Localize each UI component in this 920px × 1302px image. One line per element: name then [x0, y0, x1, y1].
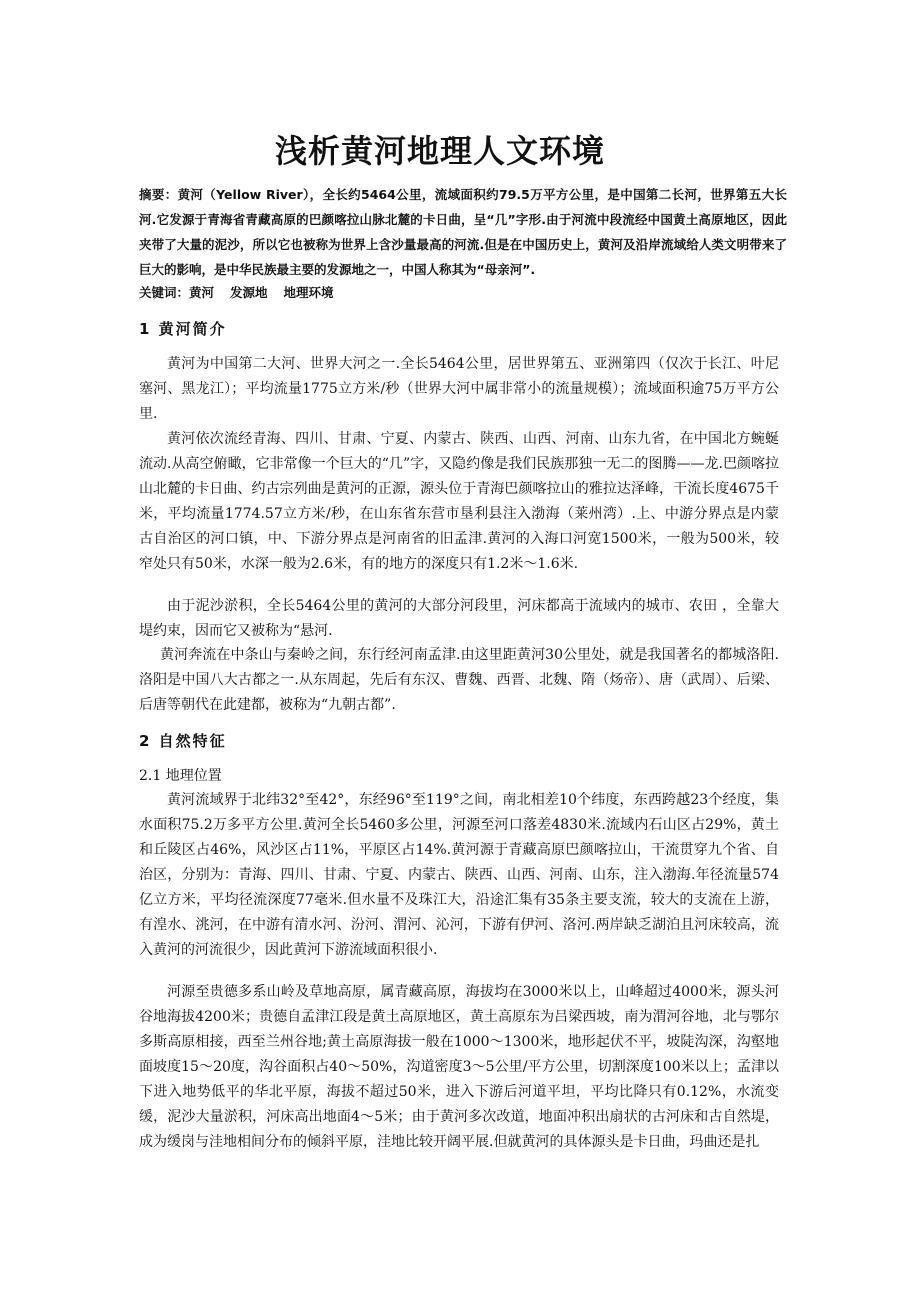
keywords: [139, 282, 787, 304]
keyword: 地理环境: [283, 285, 334, 300]
section-heading-1: 1 黄河简介: [139, 320, 227, 338]
paragraph: 黄河奔流在中条山与秦岭之间，东行经河南孟津.由这里距黄河30公里处，就是我国著名的都城洛阳.洛阳是中国八大古都之一.从东周起，先后有东汉、曹魏、西晋、北魏、隋（炀帝）、唐（武周）、后梁、后唐等朝代在此建都，被称为“九朝古都”.: [139, 647, 779, 713]
abstract-label: 摘要：: [139, 187, 178, 202]
section-heading-2: 2 自然特征: [139, 732, 227, 750]
keywords-label: 关键词：: [139, 285, 190, 300]
page-title: 浅析黄河地理人文环境: [274, 132, 605, 170]
paragraph: 黄河为中国第二大河、世界大河之一.全长5464公里，居世界第五、亚洲第四（仅次于长江、叶尼塞河、黑龙江）；平均流量1775立方米/秒（世界大河中属非常小的流量规模）；流域面积逾75万平方公里.: [139, 356, 779, 422]
paragraph: 由于泥沙淤积，全长5464公里的黄河的大部分河段里，河床都高于流域内的城市、农田 ，全靠大堤约束，因而它又被称为“悬河.: [139, 598, 779, 639]
abstract: [139, 182, 787, 282]
keyword: 黄河: [189, 285, 215, 300]
paragraph: 河源至贵德多系山岭及草地高原，属青藏高原，海拔均在3000米以上，山峰超过4000米，源头河谷地海拔4200米；贵德自孟津江段是黄土高原地区，黄土高原东为吕梁西坡，南为渭河谷地，北与鄂尔多斯高原相接，西至兰州谷地;黄土高原海拔一般在1000～1300米，地形起伏不平，坡陡沟深，沟壑地面坡度15～20度，沟谷面积占40～50%，沟道密度3～5公里/平方公里，切割深度100米以上；孟津以下进入地势低平的华北平原，海拔不超过50米，进入下游后河道平坦，平均比降只有0.12%，水流变缓，泥沙大量淤积，河床高出地面4～5米；由于黄河多次改道，地面冲积出扇状的古河床和古自然堤，成为缓岗与洼地相间分布的倾斜平原，洼地比较开阔平展.但就黄河的具体源头是卡日曲，玛曲还是扎: [139, 984, 779, 1150]
abstract-text: 黄河（Yellow River），全长约5464公里，流域面积约79.5万平方公里，是中国第二长河，世界第五大长河.它发源于青海省青藏高原的巴颜喀拉山脉北麓的卡日曲，呈“几”字形.由于河流中段流经中国黄土高原地区，因此夹带了大量的泥沙，所以它也被称为世界上含沙量最高的河流.但是在中国历史上，黄河及沿岸流域给人类文明带来了巨大的影响，是中华民族最主要的发源地之一，中国人称其为“母亲河”.: [139, 187, 787, 277]
subsection-heading: 2.1 地理位置: [139, 768, 222, 784]
paragraph: 黄河流域界于北纬32°至42°，东经96°至119°之间，南北相差10个纬度，东西跨越23个经度，集水面积75.2万多平方公里.黄河全长5460多公里，河源至河口落差4830米.流域内石山区占29%，黄土和丘陵区占46%，风沙区占11%，平原区占14%.黄河源于青藏高原巴颜喀拉山，干流贯穿九个省、自治区，分别为：青海、四川、甘肃、宁夏、内蒙古、陕西、山西、河南、山东，注入渤海.年径流量574亿立方米，平均径流深度77毫米.但水量不及珠江大，沿途汇集有35条主要支流，较大的支流在上游，有湟水、洮河，在中游有清水河、汾河、渭河、沁河，下游有伊河、洛河.两岸缺乏湖泊且河床较高，流入黄河的河流很少，因此黄河下游流域面积很小.: [139, 792, 779, 958]
paragraph: 黄河依次流经青海、四川、甘肃、宁夏、内蒙古、陕西、山西、河南、山东九省，在中国北方蜿蜒流动.从高空俯瞰，它非常像一个巨大的“几”字，又隐约像是我们民族那独一无二的图腾——龙.巴颜喀拉山北麓的卡日曲、约古宗列曲是黄河的正源，源头位于青海巴颜喀拉山的雅拉达泽峰，干流长度4675千米，平均流量1774.57立方米/秒，在山东省东营市垦利县注入渤海（莱州湾）.上、中游分界点是内蒙古自治区的河口镇，中、下游分界点是河南省的旧孟津.黄河的入海口河宽1500米，一般为500米，较窄处只有50米，水深一般为2.6米，有的地方的深度只有1.2米～1.6米.: [139, 431, 779, 572]
keyword: 发源地: [230, 285, 268, 300]
